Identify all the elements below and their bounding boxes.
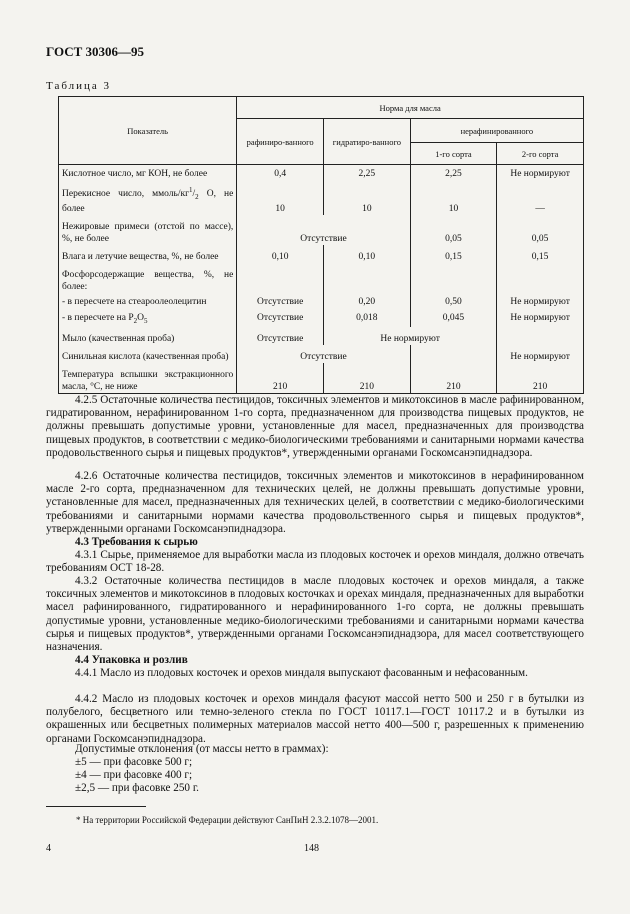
- list-item: ±2,5 — при фасовке 250 г.: [75, 782, 199, 794]
- paragraph-4-2-6: 4.2.6 Остаточные количества пестицидов, токсичных элементов и микотоксинов в нерафинированном масле 2-го сорта, предназначенном для технических целей, не должны превышать допустимые уровни, установленные для масел, предназначенных для технических целей, в соответствии с медико-биологическими требованиями и санитарными нормами качества продовольственного сырья и пищевых продуктов*, утвержденными органами Госкомсанэпиднадзора.: [46, 470, 584, 535]
- list-item: ±5 — при фасовке 500 г;: [75, 756, 193, 768]
- header-grade-1: 1-го сорта: [410, 143, 497, 165]
- table-row: Мыло (качественная проба) Отсутствие Не нормируют: [59, 327, 584, 345]
- page-number-center: 148: [304, 843, 319, 854]
- table-row: Фосфорсодержащие вещества, %, не более:: [59, 263, 584, 293]
- header-indicator: Показатель: [59, 97, 237, 165]
- table-row: Синильная кислота (качественная проба) Отсутствие Не нормируют: [59, 345, 584, 363]
- table-row: Температура вспышки экстракционного масла, °С, не ниже 210 210 210 210: [59, 363, 584, 394]
- header-hydrated: гидратиро-ванного: [324, 119, 411, 165]
- document-id: ГОСТ 30306—95: [46, 44, 145, 59]
- tolerances-label: Допустимые отклонения (от массы нетто в граммах):: [75, 743, 329, 755]
- paragraph-4-3-2: 4.3.2 Остаточные количества пестицидов в масле плодовых косточек и орехов миндаля, а также токсичных элементов и микотоксинов в плодовых косточках и орехах миндаля, предназначенных для выработки масел рафинированного, гидратированного и нерафинированного 1-го сорта, не должны превышать допустимые уровни, установленные медико-биологическими требованиями и санитарными нормами качества сырья и пищевых продуктов*, утвержденными органами Госкомсанэпиднадзора, для масел соответствующего назначения.: [46, 575, 584, 654]
- table-caption: Таблица 3: [46, 80, 112, 92]
- table-row: - в пересчете на $P_2O_5$ Отсутствие 0,018 0,045 Не нормируют: [59, 308, 584, 327]
- paragraph-4-3-1: 4.3.1 Сырье, применяемое для выработки масла из плодовых косточек и орехов миндаля, должно отвечать требованиям ОСТ 18-28.: [46, 549, 584, 575]
- section-heading-4-3: 4.3 Требования к сырью: [75, 536, 198, 548]
- header-unrefined: нерафинированного: [410, 119, 583, 143]
- footnote: * На территории Российской Федерации действуют СанПиН 2.3.2.1078—2001.: [76, 815, 379, 825]
- table-row: Влага и летучие вещества, %, не более 0,10 0,10 0,15 0,15: [59, 245, 584, 263]
- indicators-table: [58, 96, 584, 394]
- header-grade-2: 2-го сорта: [497, 143, 584, 165]
- list-item: ±4 — при фасовке 400 г;: [75, 769, 193, 781]
- paragraph-4-4-1: 4.4.1 Масло из плодовых косточек и орехов миндаля выпускают фасованным и нефасованным.: [75, 667, 528, 679]
- paragraph-4-2-5: 4.2.5 Остаточные количества пестицидов, токсичных элементов и микотоксинов в масле рафинированном, гидратированном, нерафинированном 1-го сорта, предназначенном для производства пищевых продуктов, не должны превышать допустимые уровни, установленные для масел, предназначенных для производства пищевых продуктов, в соответствии с медико-биологическими требованиями и санитарными нормами качества продовольственного сырья и пищевых продуктов*, утвержденными органами Госкомсанэпиднадзора.: [46, 394, 584, 459]
- table-row: Нежировые примеси (отстой по массе), %, не более Отсутствие 0,05 0,05: [59, 215, 584, 245]
- paragraph-4-4-2: 4.4.2 Масло из плодовых косточек и орехов миндаля фасуют массой нетто 500 и 250 г в бутылки из полубелого, бесцветного или темно-зеленого стекла по ГОСТ 10117.1—ГОСТ 10117.2 и в бутылки из окрашенных или бесцветных полимерных материалов массой нетто 400—500 г, разрешенных к применению органами Госкомсанэпиднадзора.: [46, 693, 584, 745]
- page-number-left: 4: [46, 843, 51, 854]
- table-row: - в пересчете на стеароолеолецитин Отсутствие 0,20 0,50 Не нормируют: [59, 293, 584, 308]
- footnote-divider: [46, 806, 146, 807]
- header-norm: Норма для масла: [237, 97, 584, 119]
- table-row: Перекисное число, ммоль/$кг^1/_2$ О, не более 10 10 10 —: [59, 180, 584, 215]
- header-refined: рафиниро-ванного: [237, 119, 324, 165]
- section-heading-4-4: 4.4 Упаковка и розлив: [75, 654, 188, 666]
- table-row: Кислотное число, мг КОН, не более 0,4 2,25 2,25 Не нормируют: [59, 165, 584, 181]
